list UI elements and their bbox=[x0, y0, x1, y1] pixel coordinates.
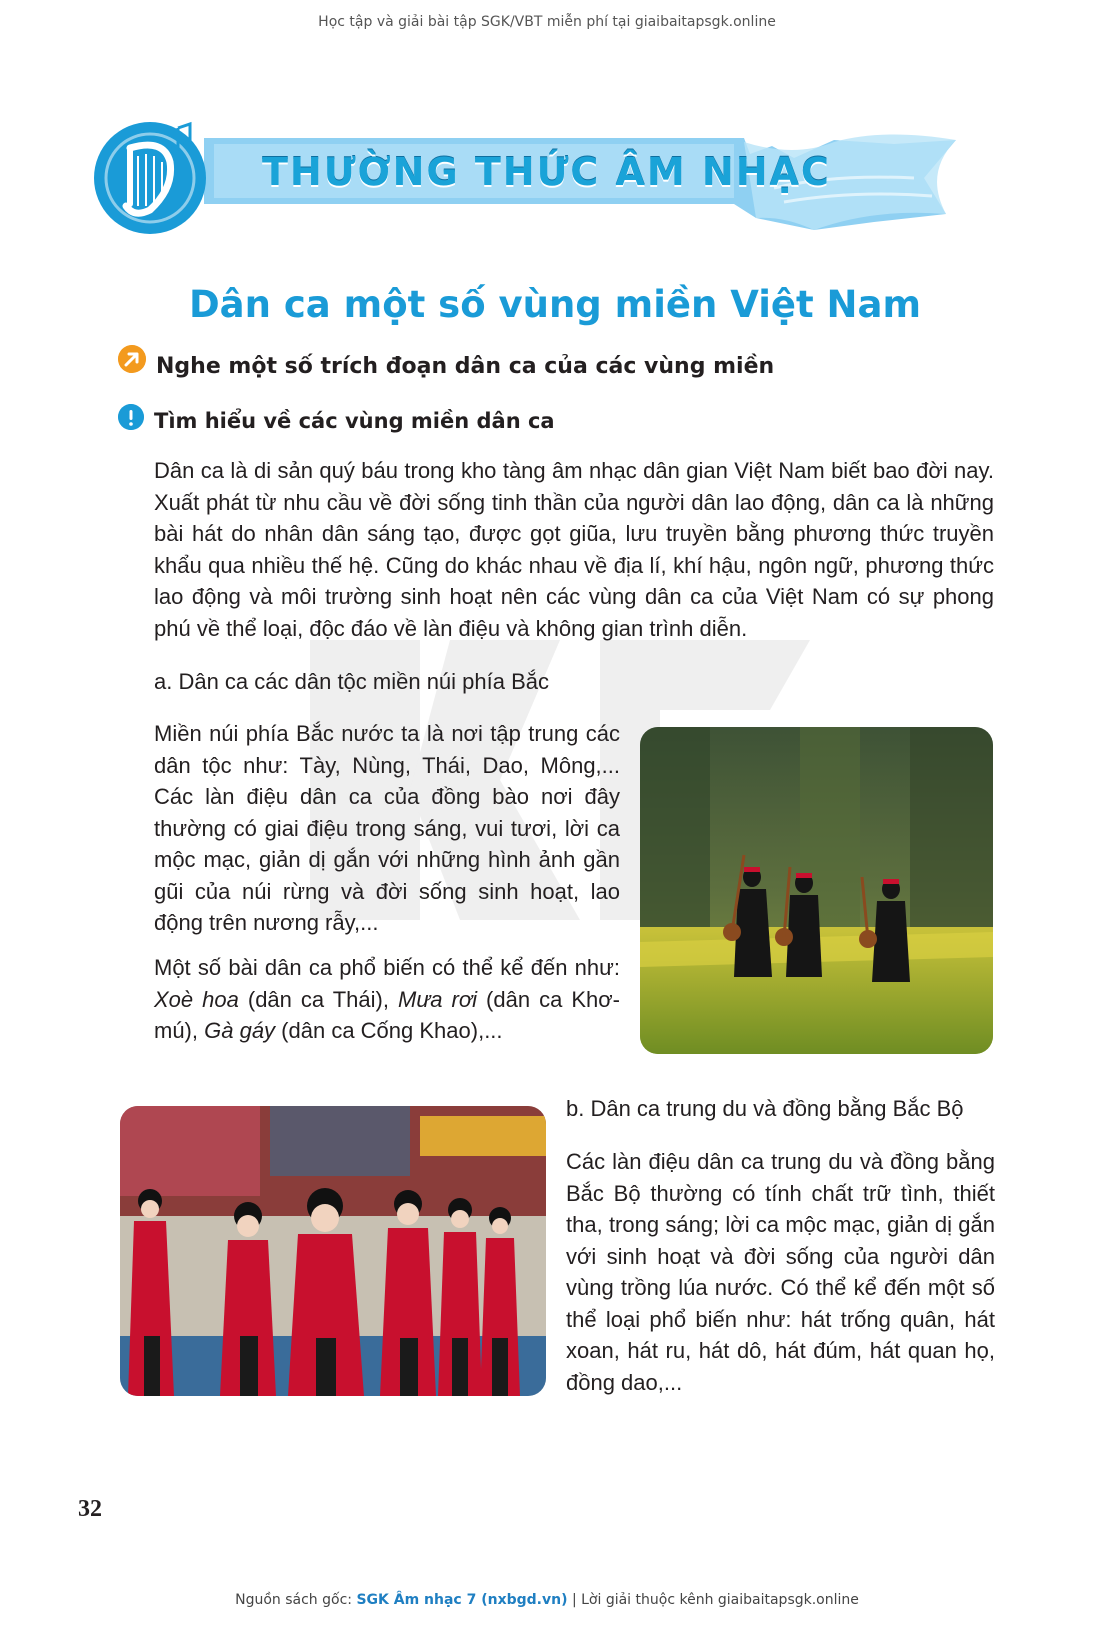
arrow-circle-icon bbox=[118, 345, 146, 373]
song-title: Xoè hoa bbox=[154, 986, 239, 1012]
mountain-folk-singers-photo bbox=[640, 727, 993, 1054]
song-origin: (dân ca Thái), bbox=[238, 986, 398, 1012]
section-a-songs-paragraph bbox=[154, 952, 620, 1047]
song-title: Gà gáy bbox=[204, 1018, 276, 1043]
banner-title: THƯỜNG THỨC ÂM NHẠC bbox=[262, 150, 831, 194]
section-a-paragraph: Miền núi phía Bắc nước ta là nơi tập trung các dân tộc như: Tày, Nùng, Thái, Dao, Mông,... Các làn điệu dân ca của đồng bào nơi đây thường có giai điệu trong sáng, vui tươi, lời ca mộc mạc, giản dị gắn với những hình ảnh gần gũi của núi rừng và đời sống sinh hoạt, lao động trên nương rẫy,... bbox=[154, 721, 620, 935]
info-circle-icon bbox=[118, 404, 144, 430]
songs-lead: Một số bài dân ca phổ biến có thể kể đến như: bbox=[154, 955, 620, 980]
song-origin: (dân ca Khơ-mú), bbox=[154, 986, 620, 1043]
lesson-title: Dân ca một số vùng miền Việt Nam bbox=[188, 283, 922, 326]
song-title: Mưa rơi bbox=[398, 986, 478, 1012]
footer-separator: | bbox=[567, 1592, 582, 1608]
footer-lead: Nguồn sách gốc: bbox=[235, 1592, 357, 1608]
quan-ho-singers-photo bbox=[120, 1106, 546, 1396]
header-note: Học tập và giải bài tập SGK/VBT miễn phí tại giaibaitapsgk.online bbox=[318, 14, 776, 30]
section-b-paragraph: Các làn điệu dân ca trung du và đồng bằng Bắc Bộ thường có tính chất trữ tình, thiết tha, trong sáng; lời ca mộc mạc, giản dị gắn với sinh hoạt và đời sống của người dân vùng trồng lúa nước. Có thể kể đến một số thể loại phổ biến như: hát trống quân, hát xoan, hát ru, hát dô, hát đúm, hát quan họ, đồng dao,... bbox=[566, 1149, 995, 1395]
listen-heading: Nghe một số trích đoạn dân ca của các vùng miền bbox=[156, 354, 775, 379]
section-a-heading: a. Dân ca các dân tộc miền núi phía Bắc bbox=[154, 669, 550, 694]
footer-tail: Lời giải thuộc kênh giaibaitapsgk.online bbox=[581, 1592, 859, 1608]
intro-paragraph: Dân ca là di sản quý báu trong kho tàng âm nhạc dân gian Việt Nam biết bao đời nay. Xuất phát từ nhu cầu về đời sống tinh thần của người dân lao động, dân ca là những bài hát do nhân dân sáng tạo, được gọt giũa, lưu truyền bằng phương thức truyền khẩu qua nhiều thế hệ. Cũng do khác nhau về địa lí, khí hậu, ngôn ngữ, phương thức lao động và môi trường sinh hoạt nên các vùng dân ca của Việt Nam có sự phong phú về thể loại, độc đáo về làn điệu và không gian trình diễn. bbox=[154, 458, 994, 641]
song-origin: (dân ca Cống Khao),... bbox=[275, 1018, 503, 1043]
learn-heading: Tìm hiểu về các vùng miền dân ca bbox=[154, 409, 555, 433]
footer-note bbox=[0, 1592, 1094, 1608]
footer-source-link[interactable]: SGK Âm nhạc 7 (nxbgd.vn) bbox=[356, 1592, 568, 1608]
section-b-heading: b. Dân ca trung du và đồng bằng Bắc Bộ bbox=[566, 1096, 964, 1121]
harp-music-note-icon bbox=[94, 118, 214, 238]
page-number: 32 bbox=[78, 1496, 102, 1522]
